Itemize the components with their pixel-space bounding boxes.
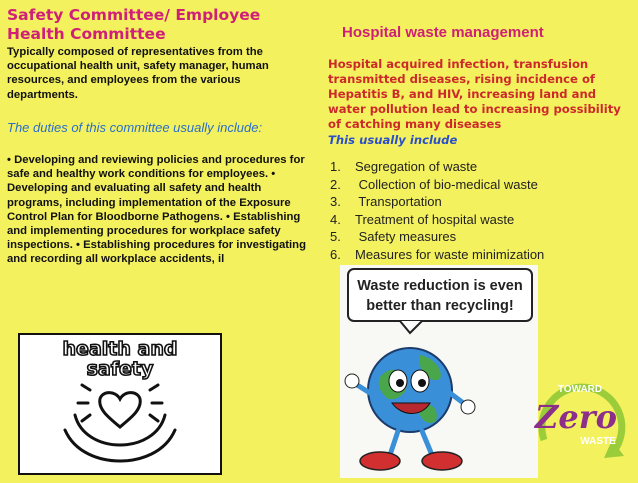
earth-icon [368,348,452,432]
bubble-line-1: Waste reduction is even [357,278,523,294]
committee-intro: Typically composed of representatives from the occupational health unit, safety manager, human resources, and employees from the various departments. [7,46,269,101]
list-item: 6. Measures for waste minimization [330,246,545,262]
toward-zero-waste-logo [524,370,634,475]
waste-steps-list [330,158,544,263]
toward-zero-waste-graphic [524,370,634,475]
usually-include: This usually include [328,133,458,147]
health-safety-graphic [20,335,220,473]
health-safety-image [18,333,222,475]
logo-waste: WASTE [580,436,616,447]
left-panel [0,0,318,478]
bubble-line-2: better than recycling! [366,298,514,314]
duties-list: • Developing and reviewing policies and procedures for safe and healthy work conditions for employees. • Developing and evaluating all safety and health programs, including implementation of the Exposure Control Plan for Bloodborne Pathogens. • Establishing and implementing procedures for workplace safety inspections. • Establishing procedures for investigating and recording all workplace accidents, il [7,154,306,266]
list-item: 4. Treatment of hospital waste [330,211,515,227]
right-panel [318,0,638,478]
earth-mascot-graphic [340,265,538,478]
list-item: 2. Collection of bio-medical waste [330,176,538,192]
image-text-safety: safety [86,358,154,380]
waste-intro: Hospital acquired infection, transfusion transmitted diseases, rising incidence of Hepatitis B, and HIV, increasing land and water pollution lead to increasing possibility of catching many diseases [328,57,621,131]
rays-icon [78,385,162,421]
list-item: 1. Segregation of waste [330,159,478,174]
waste-reduction-image [340,265,538,478]
logo-zero: Zero [535,398,617,436]
logo-toward: TOWARD [557,384,603,395]
heart-icon [100,393,141,427]
image-text-health: health and [62,338,178,360]
list-item: 5. Safety measures [330,229,457,244]
safety-committee-title: Safety Committee/ Employee Health Committee [7,6,261,43]
hospital-waste-title: Hospital waste management [342,24,544,41]
duties-heading: The duties of this committee usually include: [7,120,263,135]
list-item: 3. Transportation [330,194,442,209]
shoes-icon [360,452,462,470]
